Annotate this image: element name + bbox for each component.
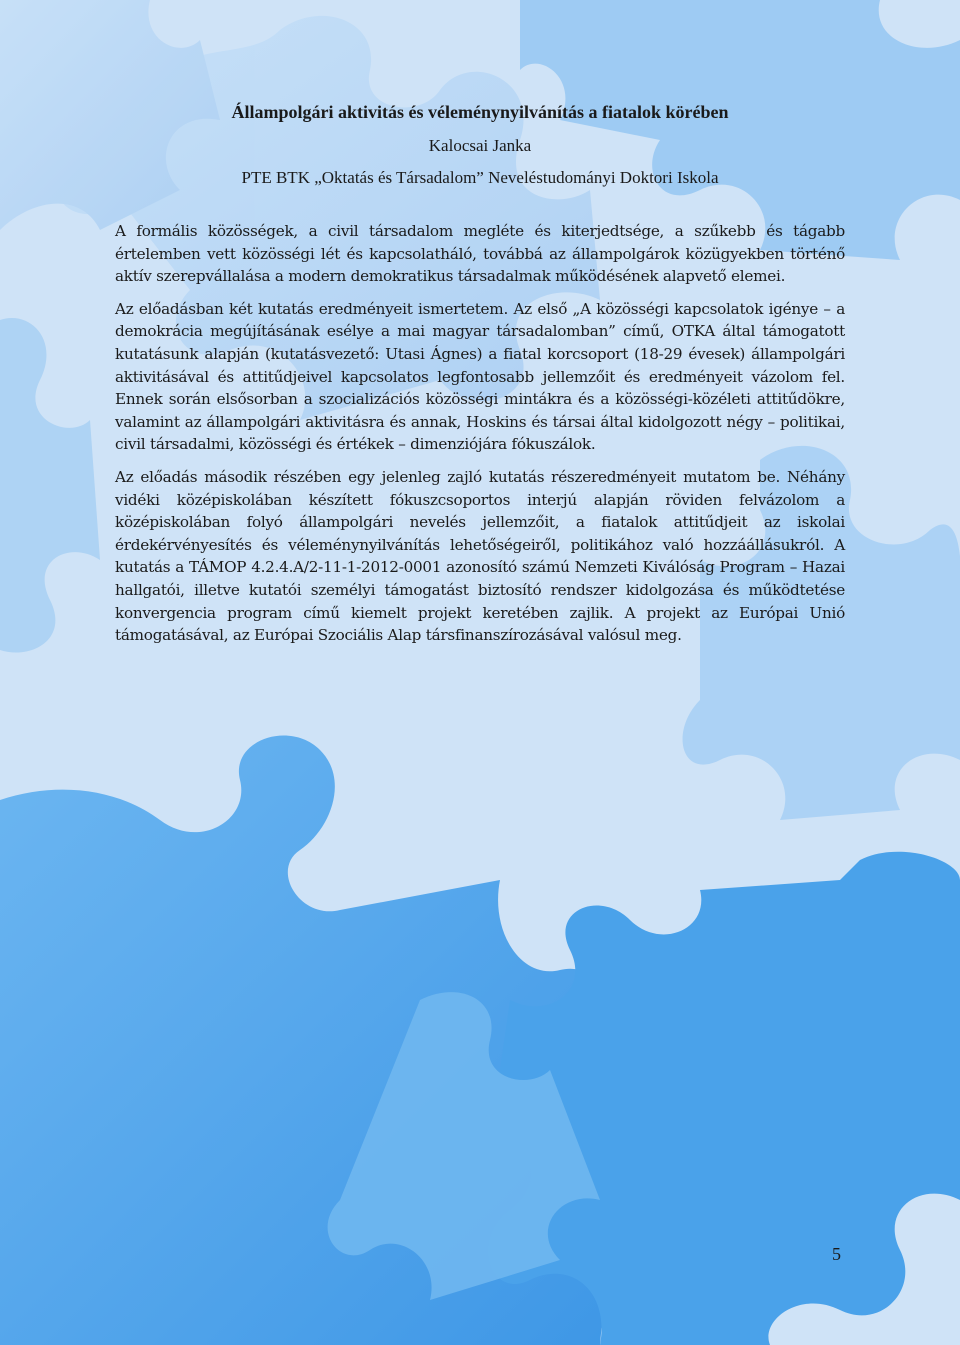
document-title: Állampolgári aktivitás és véleménynyilvánítás a fiatalok körében xyxy=(231,102,729,122)
abstract-paragraph-1: A formális közösségek, a civil társadalom megléte és kiterjedtsége, a szűkebb és tágabb értelemben vett közösségi lét és kapcsolatháló, továbbá az állampolgárok közügyekben történő aktív szerepvállalása a modern demokratikus társadalmak működésének alapvető elemei. xyxy=(115,222,845,286)
author-affiliation: PTE BTK „Oktatás és Társadalom” Neveléstudományi Doktori Iskola xyxy=(241,168,719,187)
page-number: 5 xyxy=(832,1244,841,1264)
author-name: Kalocsai Janka xyxy=(428,136,532,155)
abstract-paragraph-2: Az előadásban két kutatás eredményeit ismertetem. Az első „A közösségi kapcsolatok igénye – a demokrácia megújításának esélye a mai magyar társadalomban” című, OTKA által támogatott kutatásunk alapján (kutatásvezető: Utasi Ágnes) a fiatal korcsoport (18-29 évesek) állampolgári aktivitásával és attitűdjeivel kapcsolatos legfontosabb jellemzőit és eredményeit vázolom fel. Ennek során elsősorban a szocializációs közösségi mintákra és a közösségi-közéleti attitűdökre, valamint az állampolgári aktivitásra és annak, Hoskins és társai által kidolgozott négy – politikai, civil társadalmi, közösségi és értékek – dimenziójára fókuszálok. xyxy=(115,299,845,454)
document-body xyxy=(115,100,845,657)
abstract-paragraph-3: Az előadás második részében egy jelenleg zajló kutatás részeredményeit mutatom be. Néhány vidéki középiskolában készített fókuszcsoportos interjú alapján röviden felvázolom a középiskolában folyó állampolgári nevelés jellemzőit, a fiatalok attitűdjeit az iskolai érdekérvényesítés és véleménynyilvánítás lehetőségeiről, politikához való hozzáállásukról. A kutatás a TÁMOP 4.2.4.A/2-11-1-2012-0001 azonosító számú Nemzeti Kiválóság Program – Hazai hallgatói, illetve kutatói személyi támogatást biztosító rendszer kidolgozása és működtetése konvergencia program című kiemelt projekt keretében zajlik. A projekt az Európai Unió támogatásával, az Európai Szociális Alap társfinanszírozásával valósul meg. xyxy=(115,467,845,645)
